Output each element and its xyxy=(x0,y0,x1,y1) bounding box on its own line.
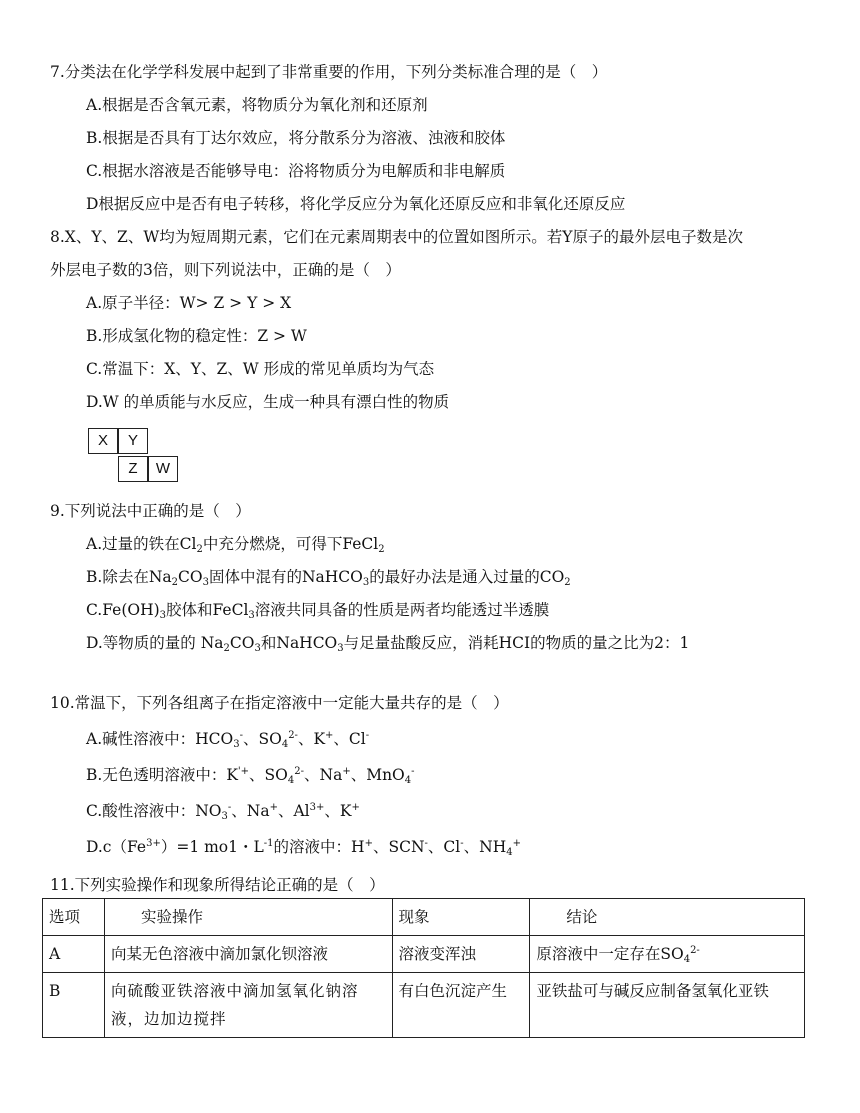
row-b-operation: 向硫酸亚铁溶液中滴加氢氧化钠溶液，边加边搅拌 xyxy=(104,973,392,1038)
q7-option-a: A.根据是否含氧元素，将物质分为氧化剂和还原剂 xyxy=(86,96,428,114)
q9-stem: 9.下列说法中正确的是（ ） xyxy=(50,502,251,520)
q10-option-b: B.无色透明溶液中：K'+、$SO_4^{2-}$、Na+、MnO$_4$- xyxy=(86,766,415,786)
q7-option-c: C.根据水溶液是否能够导电：浴将物质分为电解质和非电解质 xyxy=(86,162,506,180)
header-operation: 实验操作 xyxy=(104,899,392,936)
q8-option-a: A.原子半径：W> Z > Y > X xyxy=(86,294,292,312)
table-row xyxy=(43,973,805,1038)
q10-stem: 10.常温下，下列各组离子在指定溶液中一定能大量共存的是（ ） xyxy=(50,694,509,712)
header-option: 选项 xyxy=(43,899,105,936)
q7-option-b: B.根据是否具有丁达尔效应，将分散系分为溶液、浊液和胶体 xyxy=(86,129,506,147)
header-conclusion: 结论 xyxy=(530,899,805,936)
q7-stem: 7.分类法在化学学科发展中起到了非常重要的作用，下列分类标准合理的是（ ） xyxy=(50,63,608,81)
q8-stem-line2: 外层电子数的3倍，则下列说法中，正确的是（ ） xyxy=(50,261,401,279)
row-a-conclusion: 原溶液中一定存在$SO_4^{2-}$ xyxy=(530,936,805,973)
table-row xyxy=(43,936,805,973)
row-b-phenomenon: 有白色沉淀产生 xyxy=(392,973,530,1038)
q8-stem-line1: 8.X、Y、Z、W均为短周期元素，它们在元素周期表中的位置如图所示。若Y原子的最外层电子数是次 xyxy=(50,228,743,246)
row-b-conclusion: 亚铁盐可与碱反应制备氢氧化亚铁 xyxy=(530,973,805,1038)
row-a-operation: 向某无色溶液中滴加氯化钡溶液 xyxy=(104,936,392,973)
periodic-cell-z: Z xyxy=(118,456,148,482)
q11-stem: 11.下列实验操作和现象所得结论正确的是（ ） xyxy=(50,876,385,894)
q9-option-c: $C.Fe(OH)_3$胶体和FeCl$_3$溶液共同具备的性质是两者均能透过半透膜 xyxy=(86,601,550,621)
periodic-cell-x: X xyxy=(88,428,118,454)
row-a-phenomenon: 溶液变浑浊 xyxy=(392,936,530,973)
q9-option-a: A.过量的铁在$Cl_2$中充分燃烧，可得下FeCl$_2$ xyxy=(86,535,385,555)
periodic-cell-y: Y xyxy=(118,428,148,454)
q7-option-d: D根据反应中是否有电子转移，将化学反应分为氧化还原反应和非氧化还原反应 xyxy=(86,195,626,213)
q10-option-a: A.碱性溶液中：$HCO_3^-$、$SO_4^{2-}$、K+、Cl- xyxy=(86,730,370,750)
table-header-row xyxy=(43,899,805,936)
q10-option-d: $D.c(Fe^{3+})=1$ mo1・$L^{-1}$的溶液中：H+、SCN-、Cl-、$NH_4^+$ xyxy=(86,838,521,858)
q9-option-d: D.等物质的量的 $Na_2CO_3$和NaHCO$_3$与足量盐酸反应，消耗HCI的物质的量之比为2：1 xyxy=(86,634,690,654)
row-a-option: A xyxy=(43,936,105,973)
row-b-option: B xyxy=(43,973,105,1038)
periodic-table-figure xyxy=(88,428,181,484)
experiment-table xyxy=(42,898,805,1038)
header-phenomenon: 现象 xyxy=(392,899,530,936)
q8-option-b: B.形成氢化物的稳定性：Z > W xyxy=(86,327,307,345)
q8-option-d: D.W 的单质能与水反应，生成一种具有漂白性的物质 xyxy=(86,393,450,411)
q10-option-c: C.酸性溶液中：$NO_3^-$、Na+、$Al^{3+}$、K+ xyxy=(86,802,360,822)
q8-option-c: C.常温下：X、Y、Z、W 形成的常见单质均为气态 xyxy=(86,360,435,378)
q9-option-b: B.除去在$Na_2CO_3$固体中混有的NaHCO$_3$的最好办法是通入过量的$CO_2$ xyxy=(86,568,571,588)
periodic-cell-w: W xyxy=(148,456,178,482)
